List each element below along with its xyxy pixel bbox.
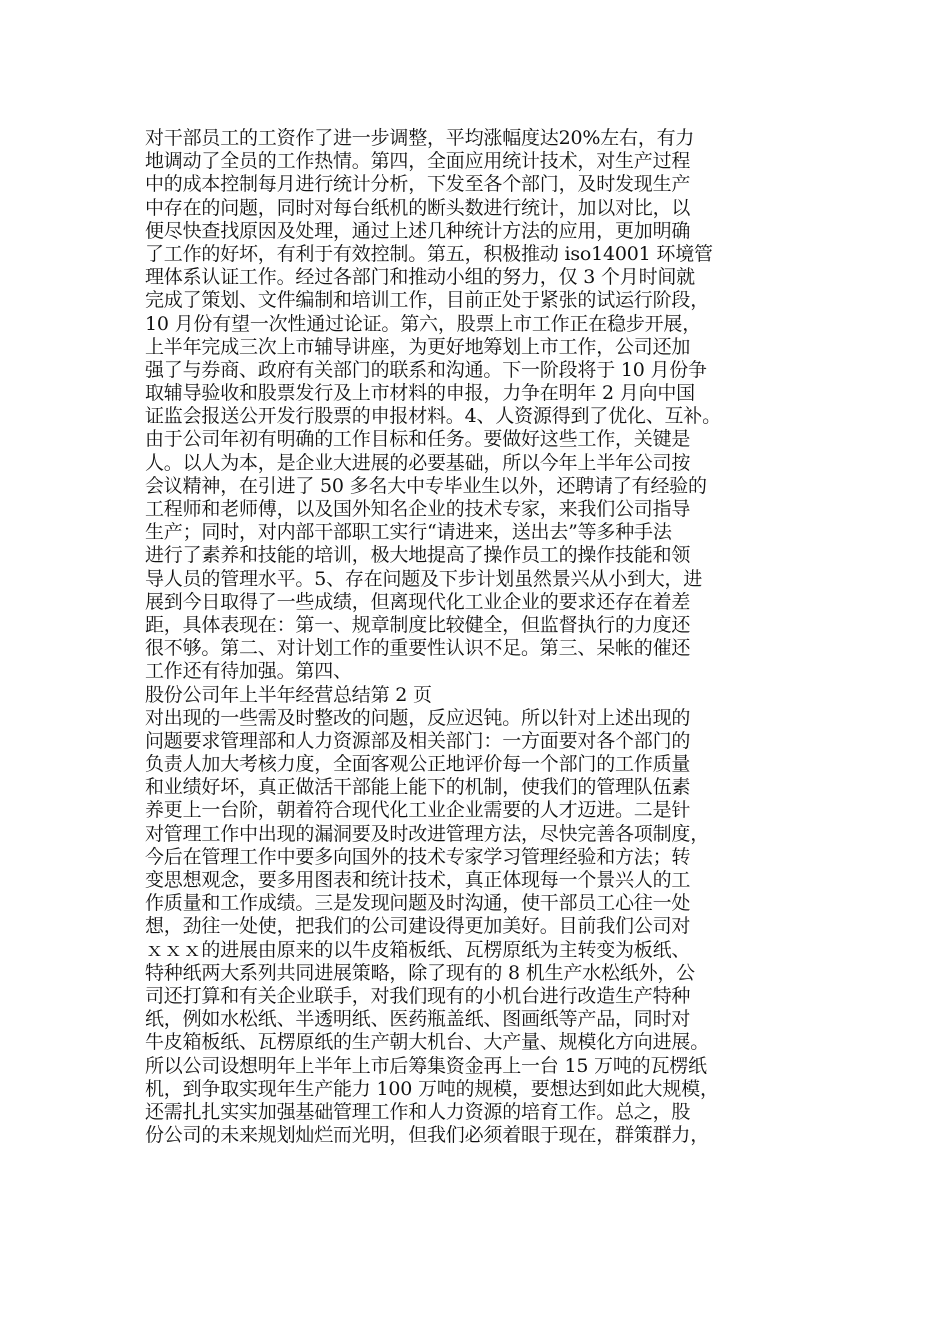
text-line: 对干部员工的工资作了进一步调整，平均涨幅度达20%左右，有力 [145, 127, 695, 149]
page-footer-title: 股份公司年上半年经营总结第 2 页 [145, 683, 432, 706]
text-line: 对管理工作中出现的漏洞要及时改进管理方法，尽快完善各项制度， [145, 822, 710, 845]
text-line: 份公司的未来规划灿烂而光明，但我们必须着眼于现在，群策群力， [145, 1124, 710, 1147]
text-line: 变思想观念，要多用图表和统计技术，真正体现每一个景兴人的工 [145, 869, 691, 891]
text-line: 和业绩好坏，真正做活干部能上能下的机制，使我们的管理队伍素 [145, 776, 691, 799]
text-line: 特种纸两大系列共同进展策略，除了现有的 8 机生产水松纸外，公 [145, 961, 695, 984]
text-line: 工作还有待加强。第四、 [145, 660, 352, 683]
text-line: 对出现的一些需及时整改的问题，反应迟钝。所以针对上述出现的 [145, 706, 691, 729]
text-line: 负责人加大考核力度，全面客观公正地评价每一个部门的工作质量 [145, 753, 691, 776]
text-line: 作质量和工作成绩。三是发现问题及时沟通，使干部员工心往一处 [145, 892, 691, 915]
text-line: 展到今日取得了一些成绩，但离现代化工业企业的要求还存在着差 [145, 590, 691, 613]
text-line: 生产；同时，对内部干部职工实行“请进来，送出去”等多种手法 [145, 521, 672, 544]
text-line: 10 月份有望一次性通过论证。第六，股票上市工作正在稳步开展， [145, 312, 702, 335]
text-line: 导人员的管理水平。5、存在问题及下步计划虽然景兴从小到大，进 [145, 567, 703, 590]
text-line: 会议精神，在引进了 50 多名大中专毕业生以外，还聘请了有经验的 [145, 474, 707, 497]
text-line: 所以公司设想明年上半年上市后筹集资金再上一台 15 万吨的瓦楞纸 [145, 1054, 707, 1077]
text-line: 距，具体表现在：第一、规章制度比较健全，但监督执行的力度还 [145, 613, 691, 636]
text-line: 工程师和老师傅，以及国外知名企业的技术专家，来我们公司指导 [145, 498, 691, 520]
text-line: 完成了策划、文件编制和培训工作，目前正处于紧张的试运行阶段， [145, 289, 710, 312]
text-line: ｘｘｘ的进展由原来的以牛皮箱板纸、瓦楞原纸为主转变为板纸、 [145, 938, 691, 961]
text-line: 取辅导验收和股票发行及上市材料的申报，力争在明年 2 月向中国 [145, 382, 695, 405]
text-line: 养更上一台阶，朝着符合现代化工业企业需要的人才迈进。二是针 [145, 799, 691, 822]
text-line: 今后在管理工作中要多向国外的技术专家学习管理经验和方法；转 [145, 845, 691, 868]
text-line: 了工作的好坏，有利于有效控制。第五，积极推动 iso14001 环境管 [145, 242, 713, 265]
text-line: 便尽快查找原因及处理，通过上述几种统计方法的应用，更加明确 [145, 219, 691, 242]
text-line: 强了与券商、政府有关部门的联系和沟通。下一阶段将于 10 月份争 [145, 358, 707, 381]
text-line: 问题要求管理部和人力资源部及相关部门：一方面要对各个部门的 [145, 729, 691, 752]
text-line: 机，到争取实现年生产能力 100 万吨的规模，要想达到如此大规模， [145, 1077, 719, 1100]
text-line: 人。以人为本，是企业大进展的必要基础，所以今年上半年公司按 [145, 451, 691, 474]
text-line: 上半年完成三次上市辅导讲座，为更好地筹划上市工作，公司还加 [145, 335, 691, 358]
text-line: 证监会报送公开发行股票的申报材料。4、人资源得到了优化、互补。 [145, 405, 721, 428]
text-line: 进行了素养和技能的培训，极大地提高了操作员工的操作技能和领 [145, 544, 691, 567]
text-line: 纸，例如水松纸、半透明纸、医药瓶盖纸、图画纸等产品，同时对 [145, 1008, 691, 1031]
text-line: 理体系认证工作。经过各部门和推动小组的努力，仅 3 个月时间就 [145, 266, 695, 289]
text-line: 想，劲往一处使，把我们的公司建设得更加美好。目前我们公司对 [145, 915, 691, 938]
text-line: 由于公司年初有明确的工作目标和任务。要做好这些工作，关键是 [145, 428, 691, 451]
text-line: 还需扎扎实实加强基础管理工作和人力资源的培育工作。总之，股 [145, 1100, 691, 1123]
text-line: 牛皮箱板纸、瓦楞原纸的生产朝大机台、大产量、规模化方向进展。 [145, 1031, 710, 1054]
text-line: 中的成本控制每月进行统计分析，下发至各个部门，及时发现生产 [145, 173, 691, 196]
text-line: 很不够。第二、对计划工作的重要性认识不足。第三、呆帐的催还 [145, 637, 691, 660]
text-line: 中存在的问题，同时对每台纸机的断头数进行统计，加以对比，以 [145, 196, 691, 219]
document-page [145, 127, 820, 1147]
text-line: 司还打算和有关企业联手，对我们现有的小机台进行改造生产特种 [145, 984, 691, 1007]
text-line: 地调动了全员的工作热情。第四，全面应用统计技术，对生产过程 [145, 150, 691, 173]
